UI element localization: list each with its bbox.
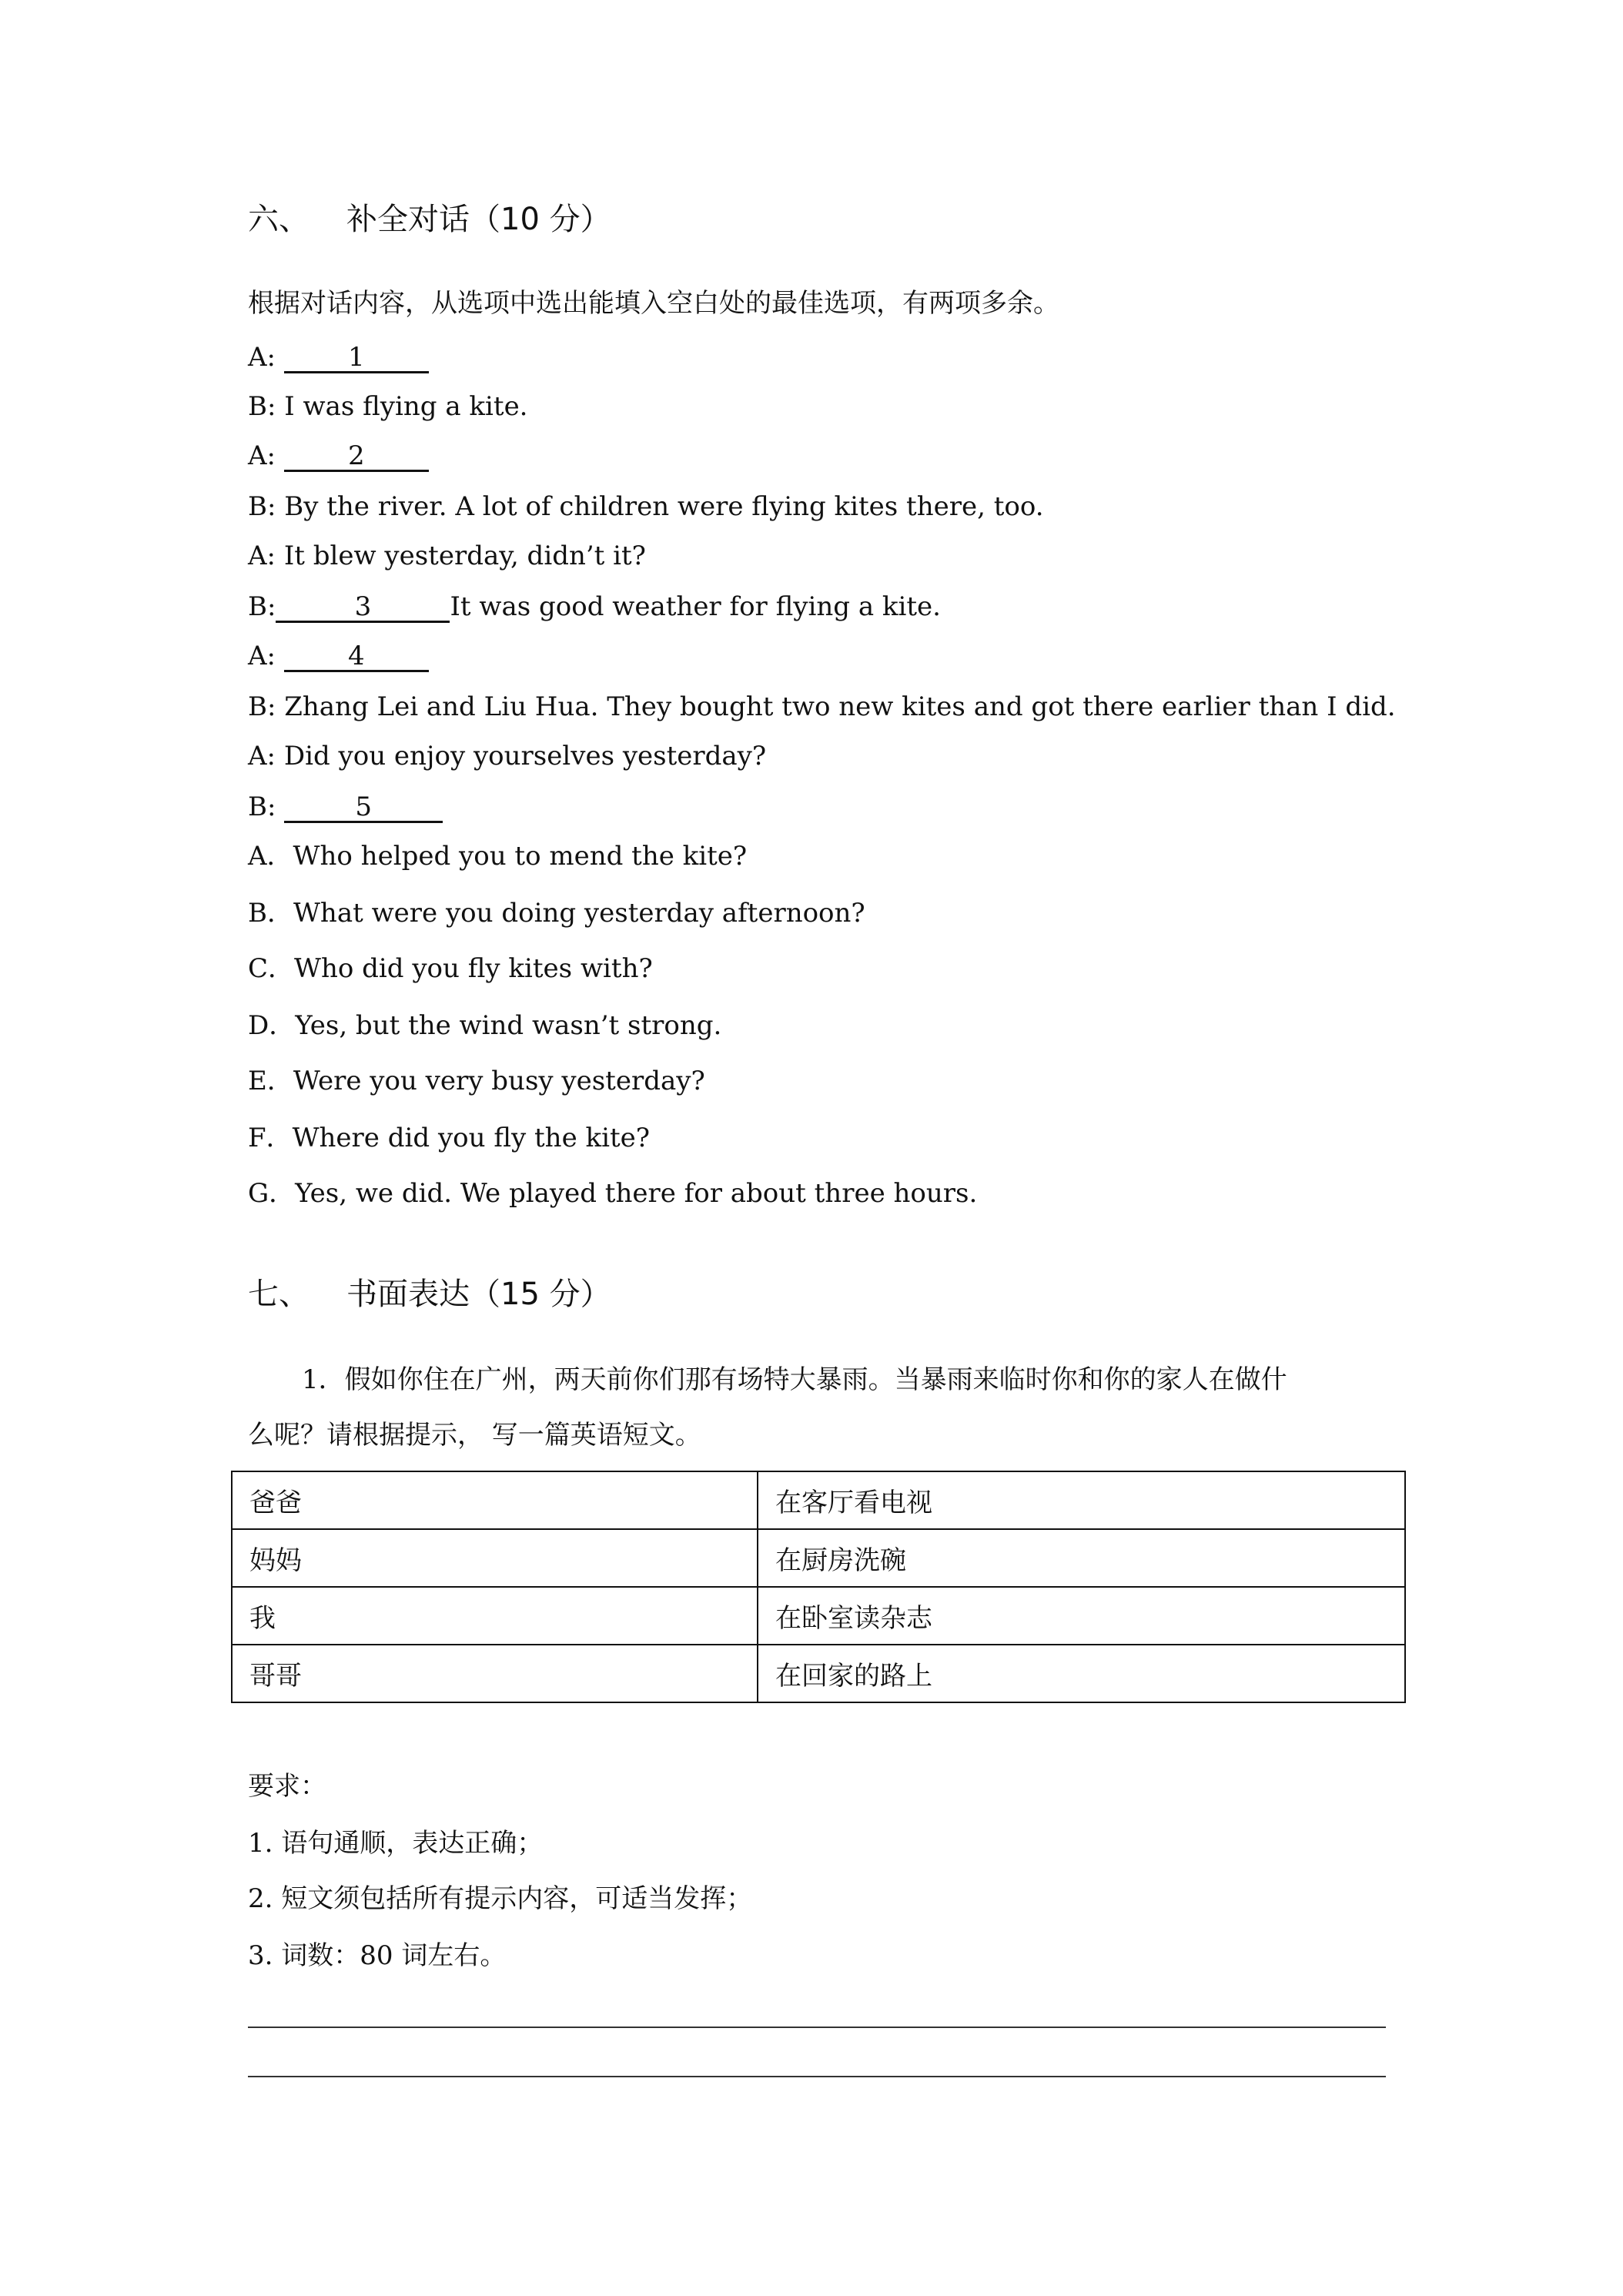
answer-blank[interactable]: 5: [284, 793, 443, 823]
writing-line[interactable]: [248, 2027, 1386, 2028]
table-cell: 在厨房洗碗: [758, 1529, 1405, 1587]
writing-prompt: 么呢？请根据提示， 写一篇英语短文。: [248, 1420, 701, 1451]
table-cell: 爸爸: [232, 1471, 758, 1529]
dialogue-line: B: I was flying a kite.: [248, 391, 528, 422]
dialogue-line: A: It blew yesterday, didn’t it?: [248, 541, 646, 571]
table-row: [232, 1587, 1405, 1645]
instruction-text: 根据对话内容，从选项中选出能填入空白处的最佳选项，有两项多余。: [248, 288, 1059, 319]
answer-blank[interactable]: 1: [284, 343, 429, 373]
option-g: G．Yes, we did. We played there for about three hours.: [248, 1178, 978, 1209]
answer-blank[interactable]: 3: [276, 593, 450, 623]
section-title: 补全对话（10 分）: [346, 202, 611, 237]
option-a: A．Who helped you to mend the kite?: [248, 841, 748, 872]
option-c: C．Who did you fly kites with?: [248, 953, 653, 984]
table-cell: 在客厅看电视: [758, 1471, 1405, 1529]
dialogue-line: B: Zhang Lei and Liu Hua. They bought two new kites and got there earlier than I did.: [248, 691, 1396, 722]
dialogue-line: B: 3 It was good weather for flying a kite.: [248, 591, 941, 622]
dialogue-line: A: 4: [248, 639, 429, 673]
dialogue-line: A: 1: [248, 340, 429, 374]
dialogue-line: A: 2: [248, 439, 429, 473]
writing-line[interactable]: [248, 2076, 1386, 2077]
option-e: E．Were you very busy yesterday?: [248, 1066, 705, 1096]
section-7-heading: [248, 1275, 611, 1314]
section-6-heading: [248, 200, 611, 239]
requirement-item: 3. 词数：80 词左右。: [248, 1940, 507, 1971]
table-row: [232, 1645, 1405, 1702]
table-row: [232, 1471, 1405, 1529]
table-cell: 在回家的路上: [758, 1645, 1405, 1702]
section-number: 七、: [248, 1277, 310, 1312]
hint-table: [231, 1471, 1406, 1703]
option-d: D．Yes, but the wind wasn’t strong.: [248, 1010, 722, 1041]
section-number: 六、: [248, 202, 310, 237]
answer-blank[interactable]: 2: [284, 442, 429, 472]
dialogue-line: B: By the river. A lot of children were flying kites there, too.: [248, 491, 1044, 522]
table-cell: 我: [232, 1587, 758, 1645]
table-cell: 在卧室读杂志: [758, 1587, 1405, 1645]
requirement-item: 1. 语句通顺，表达正确；: [248, 1828, 544, 1859]
section-title: 书面表达（15 分）: [346, 1277, 611, 1312]
answer-blank[interactable]: 4: [284, 642, 429, 672]
requirements-label: 要求：: [248, 1771, 326, 1802]
requirement-item: 2. 短文须包括所有提示内容，可适当发挥；: [248, 1883, 753, 1914]
option-f: F．Where did you fly the kite?: [248, 1123, 651, 1153]
option-b: B．What were you doing yesterday afternoon?: [248, 898, 865, 929]
dialogue-line: A: Did you enjoy yourselves yesterday?: [248, 741, 767, 771]
dialogue-line: B: 5: [248, 790, 443, 824]
writing-prompt: 1．假如你住在广州，两天前你们那有场特大暴雨。当暴雨来临时你和你的家人在做什: [302, 1364, 1287, 1395]
table-cell: 哥哥: [232, 1645, 758, 1702]
table-cell: 妈妈: [232, 1529, 758, 1587]
table-row: [232, 1529, 1405, 1587]
